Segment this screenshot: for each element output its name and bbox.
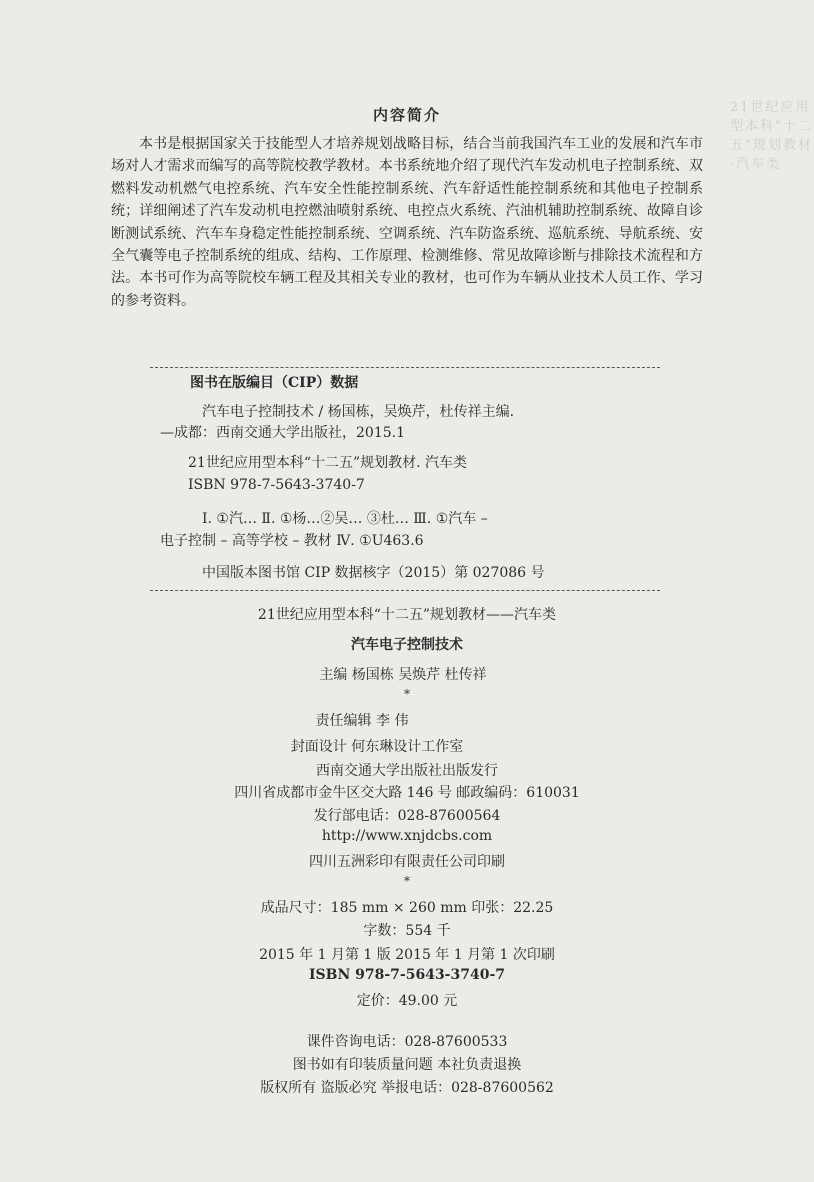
printer-line: 四川五洲彩印有限责任公司印刷	[309, 854, 505, 870]
isbn-line: ISBN 978-7-5643-3740-7	[308, 967, 506, 983]
intro-body: 本书是根据国家关于技能型人才培养规划战略目标，结合当前我国汽车工业的发展和汽车市场对人才需求而编写的高等院校教学教材。本书系统地介绍了现代汽车发动机电子控制系统、双燃料发动机燃气电控系统、汽车安全性能控制系统、汽车舒适性能控制系统和其他电子控制系统；详细阐述了汽车发动机电控燃油喷射系统、电控点火系统、汽油机辅助控制系统、故障自诊断测试系统、汽车车身稳定性能控制系统、空调系统、汽车防盗系统、巡航系统、导航系统、安全气囊等电子控制系统的组成、结构、工作原理、检测维修、常见故障诊断与排除技术流程和方法。本书可作为高等院校车辆工程及其相关专业的教材，也可作为车辆从业技术人员工作、学习的参考资料。	[111, 136, 703, 309]
size-line: 成品尺寸：185 mm × 260 mm 印张：22.25	[260, 900, 554, 916]
cip-block	[160, 402, 670, 584]
course-phone: 课件咨询电话：028-87600533	[306, 1034, 508, 1050]
cip-heading: 图书在版编目（CIP）数据	[190, 375, 359, 391]
cip-line-series: 21世纪应用型本科“十二五”规划教材. 汽车类	[188, 455, 468, 471]
editors-line: 主编 杨国栋 吴焕芹 杜传祥	[319, 667, 487, 683]
cip-line-class2: 电子控制 – 高等学校 – 教材 Ⅳ. ①U463.6	[160, 533, 424, 549]
book-title: 汽车电子控制技术	[351, 637, 463, 653]
cip-line-title: 汽车电子控制技术 / 杨国栋，吴焕芹，杜传祥主编.	[202, 404, 515, 420]
publisher-line: 西南交通大学出版社出版发行	[316, 763, 498, 779]
bleed-through-text: 21世纪应用型本科"十二五"规划教材·汽车类	[730, 100, 813, 172]
cip-top-divider	[150, 367, 660, 368]
series-line: 21世纪应用型本科“十二五”规划教材——汽车类	[257, 607, 557, 623]
cip-bottom-divider	[150, 590, 660, 591]
phone-line: 发行部电话：028-87600564	[313, 808, 501, 824]
quality-notice: 图书如有印装质量问题 本社负责退换	[292, 1057, 522, 1073]
separator-star: *	[404, 687, 410, 701]
separator-star-2: *	[404, 874, 410, 888]
cip-line-class1: Ⅰ. ①汽… Ⅱ. ①杨…②吴… ③杜… Ⅲ. ①汽车 –	[202, 511, 488, 527]
responsible-editor: 责任编辑 李 伟	[315, 713, 409, 729]
words-line: 字数：554 千	[363, 923, 451, 939]
cip-line-isbn: ISBN 978-7-5643-3740-7	[188, 477, 365, 493]
url-line: http://www.xnjdcbs.com	[321, 828, 493, 844]
rights-line: 版权所有 盗版必究 举报电话：028-87600562	[260, 1080, 554, 1096]
cip-line-verify: 中国版本图书馆 CIP 数据核字（2015）第 027086 号	[202, 565, 545, 581]
intro-title: 内容简介	[372, 106, 441, 124]
cip-line-publisher: —成都：西南交通大学出版社，2015.1	[160, 425, 405, 441]
cover-design: 封面设计 何东琳设计工作室	[290, 739, 464, 755]
price-line: 定价：49.00 元	[356, 993, 458, 1009]
address-line: 四川省成都市金牛区交大路 146 号 邮政编码：610031	[234, 785, 580, 801]
edition-line: 2015 年 1 月第 1 版 2015 年 1 月第 1 次印刷	[259, 947, 555, 963]
